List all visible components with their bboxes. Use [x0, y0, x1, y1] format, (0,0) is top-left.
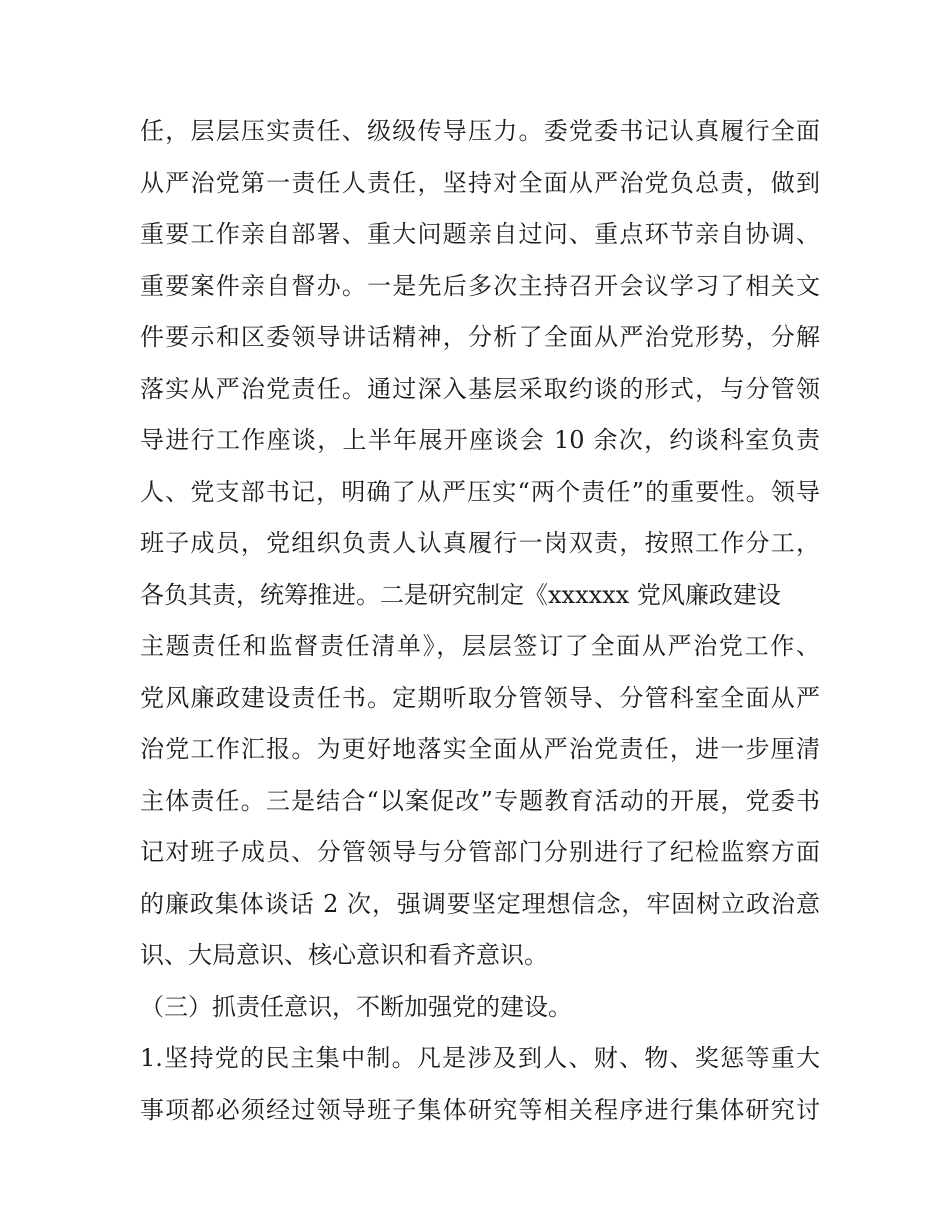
text-line: 各负其责，统筹推进。二是研究制定《xxxxxx 党风廉政建设: [140, 580, 781, 609]
text-line: 记对班子成员、分管领导与分管部门分别进行了纪检监察方面: [140, 838, 820, 866]
text-line: 事项都必须经过领导班子集体研究等相关程序进行集体研究讨: [140, 1095, 820, 1124]
text-line: 治党工作汇报。为更好地落实全面从严治党责任，进一步厘清: [140, 735, 820, 763]
text-line: 落实从严治党责任。通过深入基层采取约谈的形式，与分管领: [140, 374, 820, 403]
text-line: 人、党支部书记，明确了从严压实“两个责任”的重要性。领导: [140, 477, 820, 506]
body-text: [140, 106, 820, 1136]
text-line: 件要示和区委领导讲话精神，分析了全面从严治党形势，分解: [140, 323, 820, 351]
text-line: 党风廉政建设责任书。定期听取分管领导、分管科室全面从严: [140, 683, 820, 712]
text-line: 从严治党第一责任人责任，坚持对全面从严治党负总责，做到: [140, 168, 820, 197]
text-line: 重要案件亲自督办。一是先后多次主持召开会议学习了相关文: [140, 271, 820, 300]
text-line: 识、大局意识、核心意识和看齐意识。: [140, 941, 548, 969]
text-line: 班子成员，党组织负责人认真履行一岗双责，按照工作分工，: [140, 529, 820, 557]
text-line: 导进行工作座谈，上半年展开座谈会 10 余次，约谈科室负责: [140, 426, 820, 454]
text-line: 重要工作亲自部署、重大问题亲自过问、重点环节亲自协调、: [140, 220, 820, 248]
text-line: 的廉政集体谈话 2 次，强调要坚定理想信念，牢固树立政治意: [140, 889, 820, 918]
text-line: 任，层层压实责任、级级传导压力。委党委书记认真履行全面: [140, 117, 820, 145]
text-line: 主题责任和监督责任清单》，层层签订了全面从严治党工作、: [140, 632, 820, 660]
text-line: 1.坚持党的民主集中制。凡是涉及到人、财、物、奖惩等重大: [140, 1044, 820, 1072]
text-line: 主体责任。三是结合“以案促改”专题教育活动的开展，党委书: [140, 786, 820, 815]
text-line: （三）抓责任意识，不断加强党的建设。: [140, 992, 572, 1021]
